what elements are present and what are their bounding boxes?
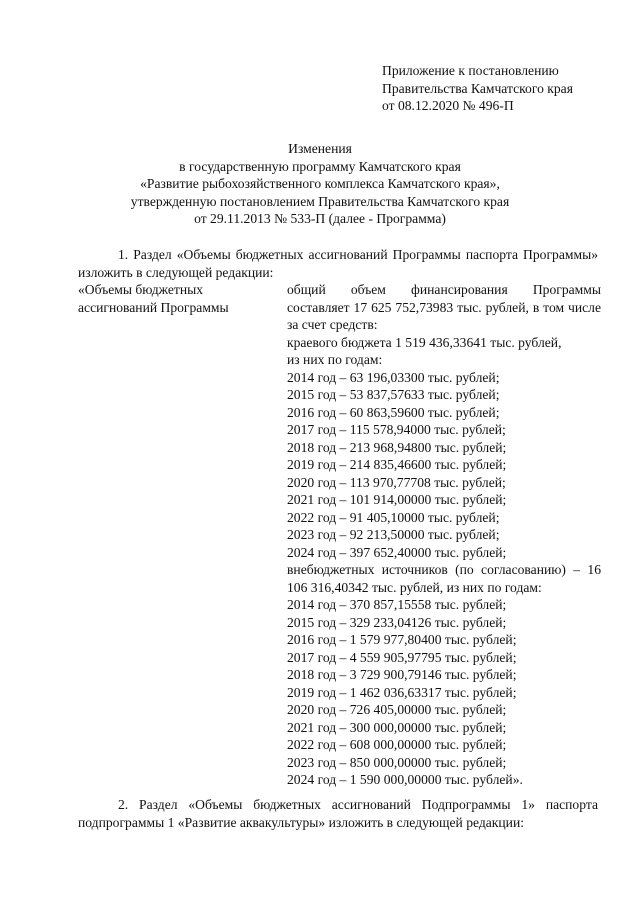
- annex-header: [382, 62, 632, 115]
- year-row: 2019 год – 214 835,46600 тыс. рублей;: [287, 457, 507, 472]
- year-row: 2024 год – 1 590 000,00000 тыс. рублей».: [287, 772, 523, 787]
- year-row: 2017 год – 115 578,94000 тыс. рублей;: [287, 422, 506, 437]
- section-label: [78, 281, 278, 316]
- year-row: 2019 год – 1 462 036,63317 тыс. рублей;: [287, 684, 517, 700]
- paragraph-1-text: 1. Раздел «Объемы бюджетных ассигнований Программы паспорта Программы» изложить в следующей редакции:: [78, 247, 598, 280]
- document-title: [110, 140, 530, 228]
- year-row: 2020 год – 113 970,77708 тыс. рублей;: [287, 474, 506, 490]
- regional-years-list: [287, 369, 601, 562]
- annex-line-3: от 08.12.2020 № 496-П: [382, 98, 514, 113]
- year-row: 2015 год – 329 233,04126 тыс. рублей;: [287, 614, 507, 630]
- extra-heading: внебюджетных источников (по согласованию) – 16 106 316,40342 тыс. рублей, из них по годам:: [287, 562, 601, 595]
- year-row: 2018 год – 213 968,94800 тыс. рублей;: [287, 439, 507, 455]
- title-line-3: «Развитие рыбохозяйственного комплекса Камчатского края»,: [140, 176, 500, 191]
- section-content: [287, 281, 601, 789]
- annex-line-2: Правительства Камчатского края: [382, 80, 573, 96]
- regional-heading: краевого бюджета 1 519 436,33641 тыс. рублей,: [287, 334, 562, 350]
- title-line-1: Изменения: [288, 141, 352, 156]
- title-line-5: от 29.11.2013 № 533-П (далее - Программа): [194, 211, 446, 226]
- paragraph-2-text: 2. Раздел «Объемы бюджетных ассигнований Подпрограммы 1» паспорта подпрограммы 1 «Развитие аквакультуры» изложить в следующей редакции:: [78, 797, 598, 830]
- year-row: 2021 год – 101 914,00000 тыс. рублей;: [287, 492, 507, 507]
- title-line-2: в государственную программу Камчатского края: [179, 158, 461, 174]
- year-row: 2016 год – 1 579 977,80400 тыс. рублей;: [287, 632, 517, 647]
- section-label-line-2: ассигнований Программы: [78, 299, 229, 315]
- year-row: 2014 год – 63 196,03300 тыс. рублей;: [287, 369, 500, 385]
- year-row: 2020 год – 726 405,00000 тыс. рублей;: [287, 702, 507, 717]
- section-intro: общий объем финансирования Программы составляет 17 625 752,73983 тыс. рублей, в том числе за счет средств:: [287, 282, 601, 332]
- section-label-line-1: «Объемы бюджетных: [78, 282, 204, 297]
- year-row: 2015 год – 53 837,57633 тыс. рублей;: [287, 387, 500, 402]
- year-row: 2022 год – 608 000,00000 тыс. рублей;: [287, 737, 507, 752]
- year-row: 2014 год – 370 857,15558 тыс. рублей;: [287, 597, 507, 612]
- year-row: 2021 год – 300 000,00000 тыс. рублей;: [287, 719, 507, 735]
- year-row: 2017 год – 4 559 905,97795 тыс. рублей;: [287, 649, 517, 665]
- year-row: 2018 год – 3 729 900,79146 тыс. рублей;: [287, 667, 517, 682]
- extra-years-list: [287, 596, 601, 789]
- paragraph-1: [78, 246, 598, 281]
- year-row: 2022 год – 91 405,10000 тыс. рублей;: [287, 509, 500, 525]
- paragraph-2: [78, 796, 598, 831]
- title-line-4: утвержденную постановлением Правительства Камчатского края: [130, 193, 510, 209]
- annex-line-1: Приложение к постановлению: [382, 63, 559, 78]
- regional-subheading: из них по годам:: [287, 352, 383, 367]
- year-row: 2023 год – 850 000,00000 тыс. рублей;: [287, 754, 507, 770]
- year-row: 2016 год – 60 863,59600 тыс. рублей;: [287, 404, 500, 420]
- year-row: 2023 год – 92 213,50000 тыс. рублей;: [287, 527, 500, 542]
- year-row: 2024 год – 397 652,40000 тыс. рублей;: [287, 544, 507, 560]
